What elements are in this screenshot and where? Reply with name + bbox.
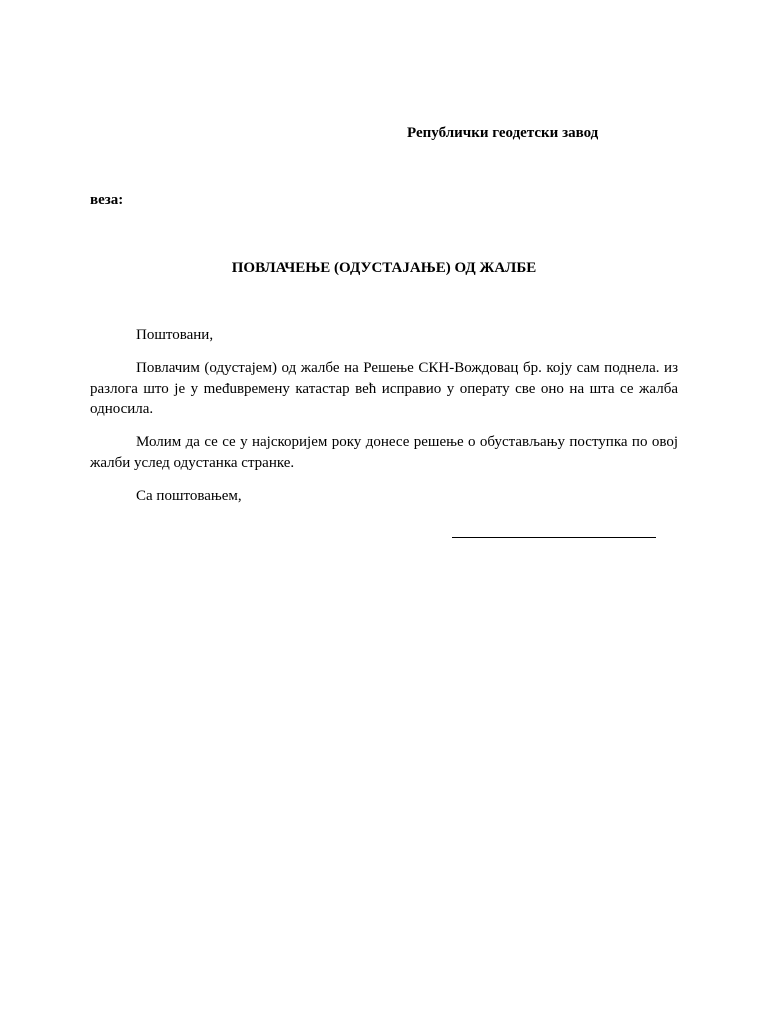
body-paragraph-1: Повлачим (одустајем) од жалбе на Решење СКН-Вождовац бр. коју сам поднела. из разлога што је у međuвремену катастар већ исправио у операту све оно на шта се жалба односила. [90,360,678,417]
document-title: ПОВЛАЧЕЊЕ (ОДУСТАЈАЊЕ) ОД ЖАЛБЕ [231,260,537,276]
signature-line [452,537,656,538]
recipient-heading: Републички геодетски завод [407,125,599,141]
reference-label: веза: [90,192,124,208]
salutation: Поштовани, [136,327,214,343]
letter-body [90,325,678,519]
closing: Са поштовањем, [136,487,242,504]
body-paragraph-2: Молим да се се у најскоријем року донесе решење о обустављању поступка по овој жалби услед одустанка странке. [90,434,678,471]
